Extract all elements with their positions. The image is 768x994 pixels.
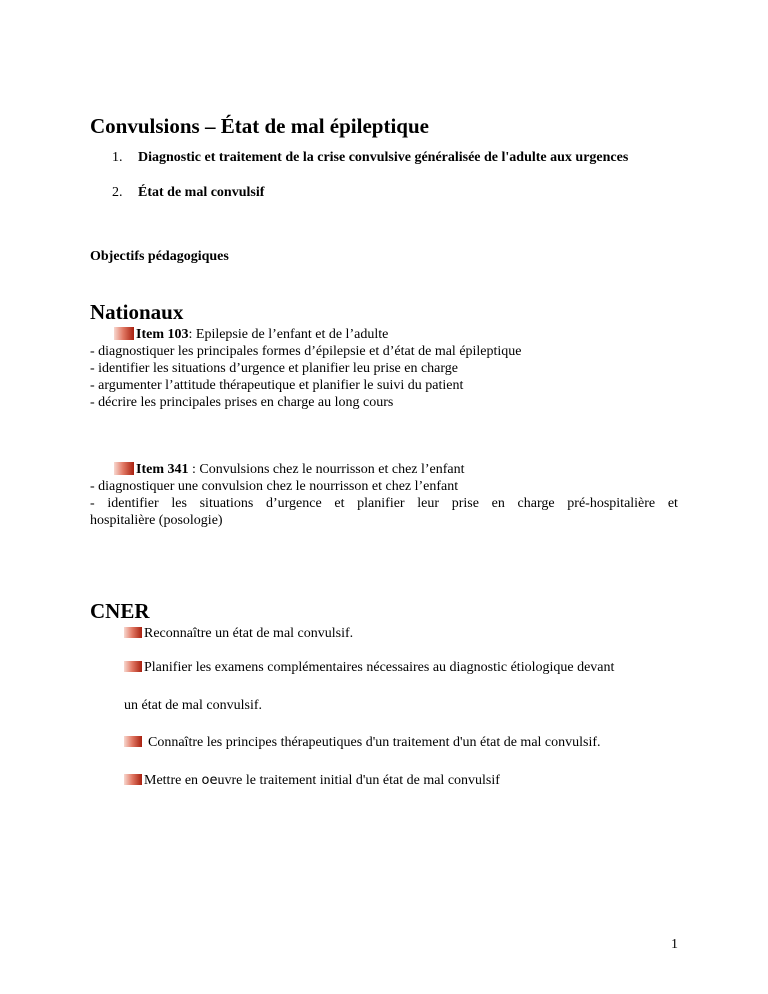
cner-item-text: Reconnaître un état de mal convulsif.: [144, 626, 354, 641]
list-number: 1.: [112, 150, 123, 165]
cner-item-text: Planifier les examens complémentaires nécessaires au diagnostic étiologique devant: [144, 660, 615, 675]
item-103-text: : Epilepsie de l’enfant et de l’adulte: [188, 327, 389, 342]
page-number: 1: [671, 937, 678, 952]
cner-item-text-post: uvre le traitement initial d'un état de mal convulsif: [217, 773, 500, 788]
red-square-bullet-icon: [114, 327, 134, 340]
item-341-objective: - diagnostiquer une convulsion chez le nourrisson et chez l’enfant: [90, 479, 459, 494]
item-103-objective: - argumenter l’attitude thérapeutique et planifier le suivi du patient: [90, 378, 464, 393]
word: leur: [417, 496, 440, 511]
list-text: État de mal convulsif: [138, 185, 265, 200]
nationaux-heading: Nationaux: [90, 300, 184, 324]
list-text: Diagnostic et traitement de la crise convulsive généralisée de l'adulte aux urgences: [138, 150, 629, 165]
list-number: 2.: [112, 185, 123, 200]
item-103-objective: - décrire les principales prises en charge au long cours: [90, 395, 394, 410]
cner-heading: CNER: [90, 599, 150, 623]
word: identifier: [107, 496, 159, 511]
red-square-bullet-icon: [124, 661, 142, 672]
cner-item: [124, 660, 614, 676]
word: -: [90, 496, 95, 511]
item-341-text: : Convulsions chez le nourrisson et chez l’enfant: [188, 462, 465, 477]
word: les: [171, 496, 187, 511]
objectifs-heading: Objectifs pédagogiques: [90, 249, 229, 264]
list-item: [112, 150, 628, 166]
word: et: [667, 496, 678, 511]
cner-item-text-pre: Mettre en: [144, 773, 202, 788]
word: charge: [517, 496, 555, 511]
page-title: Convulsions – État de mal épileptique: [90, 114, 429, 138]
word: situations: [199, 496, 254, 511]
word: pré-hospitalière: [567, 496, 656, 511]
cner-item: [124, 735, 601, 751]
word: d’urgence: [265, 496, 322, 511]
item-341-objective-justified: [90, 496, 678, 512]
item-341-line: [114, 462, 465, 478]
item-103-line: [114, 327, 388, 343]
item-103-label: Item 103: [136, 327, 189, 342]
red-square-bullet-icon: [124, 627, 142, 638]
cner-item-text-oe: oe: [201, 773, 218, 788]
cner-item-text: Connaître les principes thérapeutiques d'un traitement d'un état de mal convulsif.: [148, 735, 601, 750]
cner-item: [124, 773, 500, 789]
item-103-objective: - diagnostiquer les principales formes d’épilepsie et d’état de mal épileptique: [90, 344, 522, 359]
red-square-bullet-icon: [114, 462, 134, 475]
word: et: [334, 496, 345, 511]
red-square-bullet-icon: [124, 774, 142, 785]
item-341-label: Item 341: [136, 462, 189, 477]
cner-item: [124, 626, 353, 642]
list-item: [112, 185, 264, 201]
word: en: [491, 496, 505, 511]
item-341-objective: hospitalière (posologie): [90, 513, 223, 528]
word: planifier: [357, 496, 405, 511]
word: prise: [451, 496, 479, 511]
item-103-objective: - identifier les situations d’urgence et planifier leu prise en charge: [90, 361, 459, 376]
cner-item-continuation: un état de mal convulsif.: [124, 698, 263, 713]
red-square-bullet-icon: [124, 736, 142, 747]
